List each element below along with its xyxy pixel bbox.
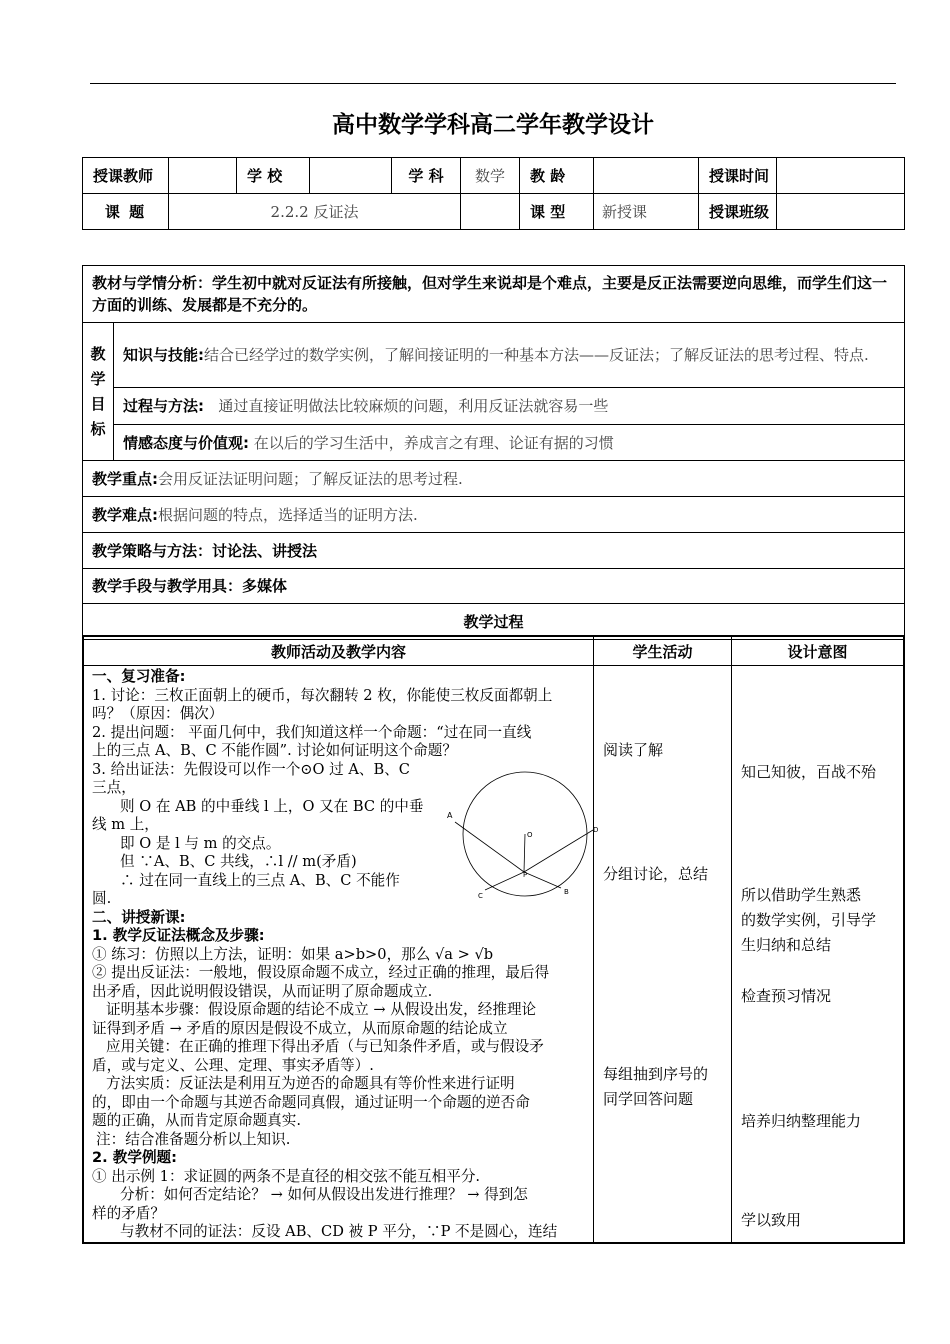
col-header-intent: 设计意图	[732, 636, 905, 666]
content-line: 线 m 上，	[92, 816, 159, 833]
emotion-label: 情感态度与价值观:	[123, 433, 249, 452]
goals-char: 教	[90, 344, 106, 363]
goals-char: 学	[90, 369, 106, 388]
point-label: B	[564, 888, 569, 896]
diagram-line	[485, 872, 524, 890]
strategy: 教学策略与方法：讨论法、讲授法	[83, 533, 905, 569]
class-label: 授课班级	[699, 194, 777, 230]
content-line: 盾，或与定义、公理、定理、事实矛盾等）.	[92, 1056, 374, 1074]
content-line: ① 练习：仿照以上方法，证明：如果 a>b>0，那么 √a > √b	[92, 945, 494, 963]
key-point	[83, 461, 905, 497]
student-activity: 分组讨论，总结	[603, 865, 709, 883]
emotion-text: 在以后的学习生活中，养成言之有理、论证有据的习惯	[253, 433, 614, 452]
time-value	[777, 158, 905, 194]
design-table	[82, 265, 905, 640]
age-value	[594, 158, 699, 194]
content-line: 吗？（原因：偶次）	[92, 705, 224, 722]
section-heading: 一、复习准备:	[92, 668, 186, 685]
intent-note: 所以借助学生熟悉	[741, 886, 862, 904]
school-label: 学 校	[237, 158, 310, 194]
content-line: ∴ 过在同一直线上的三点 A、B、C 不能作	[120, 871, 400, 889]
analysis-cell: 教材与学情分析：学生初中就对反证法有所接触，但对学生来说却是个难点，主要是反正法需要逆向思维，而学生们这一方面的训练、发展都是不充分的。	[83, 266, 905, 323]
intent-note: 知己知彼，百战不殆	[741, 763, 877, 781]
process-text: 通过直接证明做法比较麻烦的问题，利用反证法就容易一些	[218, 397, 609, 415]
point-label: O	[527, 831, 533, 839]
key-point-label: 教学重点:	[92, 469, 158, 488]
teacher-label: 授课教师	[83, 158, 169, 194]
content-line: 2. 提出问题： 平面几何中，我们知道这样一个命题：“过在同一直线	[92, 723, 532, 741]
difficulty	[83, 497, 905, 533]
col-header-teacher: 教师活动及教学内容	[83, 636, 594, 666]
content-line: 3. 给出证法：先假设可以作一个⊙O 过 A、B、C	[92, 760, 410, 778]
diagram-line	[524, 830, 593, 872]
class-value	[777, 194, 905, 230]
teacher-content	[83, 666, 594, 1243]
topic-label: 课 题	[83, 194, 169, 230]
content-line: 的，即由一个命题与其逆否命题同真假，通过证明一个命题的逆否命	[92, 1093, 530, 1111]
content-line: 分析：如何否定结论？ → 如何从假设出发进行推理？ → 得到怎	[120, 1186, 528, 1203]
time-label: 授课时间	[699, 158, 777, 194]
content-line: 样的矛盾？	[92, 1204, 165, 1222]
goals-char: 标	[90, 419, 106, 438]
student-activities	[594, 666, 732, 1243]
knowledge-goal	[114, 323, 905, 388]
document-title: 高中数学学科高二学年教学设计	[332, 112, 654, 138]
difficulty-label: 教学难点:	[92, 505, 158, 524]
point-label: A	[447, 811, 453, 820]
top-rule	[90, 83, 896, 84]
diagram-line	[524, 834, 525, 872]
difficulty-text: 根据问题的特点，选择适当的证明方法.	[158, 505, 418, 524]
tools: 教学手段与教学用具：多媒体	[83, 569, 905, 604]
section-heading: 2. 教学例题:	[92, 1149, 177, 1166]
content-line: 圆.	[92, 890, 112, 907]
intent-note: 的数学实例，引导学	[741, 911, 877, 929]
topic-value: 2.2.2 反证法	[169, 194, 461, 230]
intent-note: 生归纳和总结	[741, 936, 832, 954]
student-activity: 每组抽到序号的	[603, 1065, 709, 1083]
goals-char: 目	[90, 394, 106, 413]
point-label: P	[523, 871, 528, 879]
type-label: 课 型	[520, 194, 594, 230]
point-label: D	[593, 826, 599, 834]
design-intent	[732, 666, 905, 1243]
student-activity: 阅读了解	[603, 741, 664, 759]
col-header-student: 学生活动	[594, 636, 732, 666]
age-label: 教 龄	[520, 158, 594, 194]
intent-note: 培养归纳整理能力	[741, 1112, 862, 1130]
content-line: ① 出示例 1：求证圆的两条不是直径的相交弦不能互相平分.	[92, 1167, 481, 1185]
process-table	[82, 635, 905, 1244]
key-point-text: 会用反证法证明问题；了解反证法的思考过程.	[158, 469, 463, 488]
process-goal	[114, 388, 905, 425]
content-line: 题的正确，从而肯定原命题真实.	[92, 1112, 301, 1129]
school-value	[310, 158, 392, 194]
content-line: 出矛盾，因此说明假设错误，从而证明了原命题成立.	[92, 982, 433, 1000]
diagram-line	[524, 872, 561, 888]
emotion-goal	[114, 425, 905, 461]
student-activity: 同学回答问题	[603, 1090, 694, 1108]
header-table	[82, 157, 905, 230]
content-line: 方法实质：反证法是利用互为逆否的命题具有等价性来进行证明	[106, 1075, 515, 1092]
content-line: 即 O 是 l 与 m 的交点。	[120, 834, 281, 852]
subject-value: 数学	[461, 158, 520, 194]
process-title: 教学过程	[83, 604, 905, 640]
intent-note: 学以致用	[741, 1211, 802, 1229]
diagram-line	[455, 822, 524, 872]
content-line: 三点，	[92, 779, 136, 796]
circle-diagram	[447, 767, 602, 902]
knowledge-text: 结合已经学过的数学实例，了解间接证明的一种基本方法——反证法；了解反证法的思考过程、特点.	[204, 346, 869, 364]
teacher-value	[169, 158, 237, 194]
content-line: 证得到矛盾 → 矛盾的原因是假设不成立，从而原命题的结论成立	[92, 1019, 508, 1037]
content-line: 但 ∵A、B、C 共线，∴l // m(矛盾)	[120, 853, 357, 870]
content-line: 与教材不同的证法：反设 AB、CD 被 P 平分，∵P 不是圆心，连结	[120, 1223, 558, 1240]
content-line: 上的三点 A、B、C 不能作圆”. 讨论如何证明这个命题？	[92, 742, 457, 759]
content-line: 注：结合准备题分析以上知识.	[96, 1130, 291, 1148]
intent-note: 检查预习情况	[741, 987, 832, 1005]
content-line: 证明基本步骤：假设原命题的结论不成立 → 从假设出发，经推理论	[106, 1001, 537, 1018]
goals-label	[83, 323, 114, 461]
content-line: 应用关键：在正确的推理下得出矛盾（与已知条件矛盾，或与假设矛	[106, 1038, 544, 1055]
process-label: 过程与方法:	[123, 397, 204, 415]
section-heading: 二、讲授新课:	[92, 908, 186, 926]
subject-label: 学 科	[392, 158, 461, 194]
content-line: 则 O 在 AB 的中垂线 l 上，O 又在 BC 的中垂	[120, 797, 424, 815]
content-line: 1. 讨论：三枚正面朝上的硬币，每次翻转 2 枚，你能使三枚反面都朝上	[92, 686, 553, 704]
point-label: C	[478, 892, 483, 900]
content-line: ② 提出反证法：一般地，假设原命题不成立，经过正确的推理，最后得	[92, 964, 550, 981]
type-value: 新授课	[594, 194, 699, 230]
section-heading: 1. 教学反证法概念及步骤:	[92, 927, 265, 944]
knowledge-label: 知识与技能:	[123, 346, 204, 364]
